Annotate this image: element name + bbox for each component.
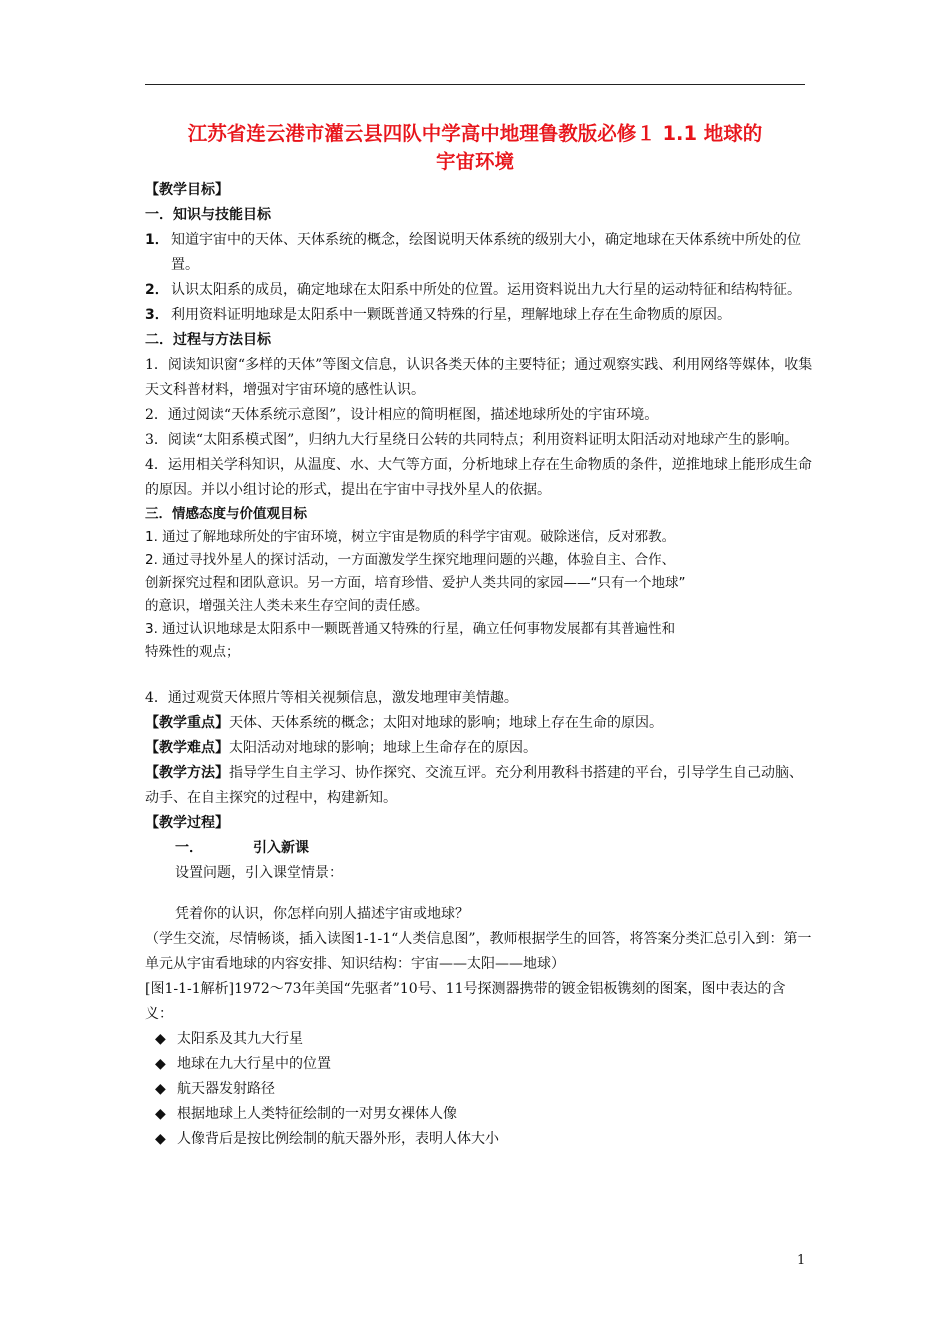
diamond-bullet-icon: ◆: [155, 1056, 166, 1072]
title-line-2: 宇宙环境: [435, 150, 514, 173]
diamond-bullet-icon: ◆: [155, 1031, 166, 1047]
teaching-methods-label: 【教学方法】: [145, 765, 229, 781]
bullet-text: 地球在九大行星中的位置: [177, 1056, 331, 1072]
title-line-1: 江苏省连云港市灌云县四队中学高中地理鲁教版必修１ 1.1 地球的: [187, 122, 763, 145]
document-title: [120, 120, 830, 176]
bullet-text: 航天器发射路径: [177, 1081, 275, 1097]
section-3-heading: 三．情感态度与价值观目标: [145, 506, 307, 522]
teaching-methods-text: 指导学生自主学习、协作探究、交流互评。充分利用教科书搭建的平台，引导学生自己动脑、动手、在自主探究的过程中，构建新知。: [145, 765, 803, 806]
item-text: 利用资料证明地球是太阳系中一颗既普通又特殊的行星，理解地球上存在生命物质的原因。: [171, 307, 731, 323]
item-number: 3．: [145, 307, 169, 323]
scanned-line: 1. 通过了解地球所处的宇宙环境，树立宇宙是物质的科学宇宙观。破除迷信，反对邪教。: [145, 529, 676, 545]
paragraph: 2．通过阅读“天体系统示意图”，设计相应的简明框图，描述地球所处的宇宙环境。: [145, 407, 659, 423]
list-item: [145, 303, 813, 328]
bullet-text: 人像背后是按比例绘制的航天器外形，表明人体大小: [177, 1131, 499, 1147]
diamond-bullet-icon: ◆: [155, 1081, 166, 1097]
item-text: 认识太阳系的成员，确定地球在太阳系中所处的位置。运用资料说出九大行星的运动特征和结构特征。: [171, 282, 801, 298]
spacer: [145, 886, 813, 902]
document-body: [145, 178, 813, 1152]
paragraph: [图1-1-1解析]1972～73年美国“先驱者”10号、11号探测器携带的镀金铝板镌刻的图案，图中表达的含义：: [145, 981, 786, 1022]
key-points-text: 天体、天体系统的概念；太阳对地球的影响；地球上存在生命的原因。: [229, 715, 663, 731]
diamond-bullet-icon: ◆: [155, 1106, 166, 1122]
page-number: 1: [797, 1253, 806, 1268]
scanned-line: 特殊性的观点；: [145, 644, 240, 660]
paragraph: 4．运用相关学科知识，从温度、水、大气等方面，分析地球上存在生命物质的条件，逆推地球上能形成生命的原因。并以小组讨论的形式，提出在宇宙中寻找外星人的依据。: [145, 457, 812, 498]
diamond-bullet-icon: ◆: [155, 1131, 166, 1147]
bullet-text: 太阳系及其九大行星: [177, 1031, 303, 1047]
scanned-section: [145, 503, 813, 664]
step-title: 引入新课: [253, 840, 309, 856]
teaching-process-heading: 【教学过程】: [145, 815, 229, 831]
item-number: 2．: [145, 282, 169, 298]
list-item: [145, 278, 813, 303]
paragraph: 3．阅读“太阳系模式图”，归纳九大行星绕日公转的共同特点；利用资料证明太阳活动对地球产生的影响。: [145, 432, 799, 448]
teaching-goals-heading: 【教学目标】: [145, 182, 229, 198]
key-points: [145, 711, 813, 736]
bullet-text: 根据地球上人类特征绘制的一对男女裸体人像: [177, 1106, 457, 1122]
scanned-line: 创新探究过程和团队意识。另一方面，培育珍惜、爱护人类共同的家园——“只有一个地球”: [145, 575, 686, 591]
step-1-heading: [145, 836, 813, 861]
section-1-heading: 一．知识与技能目标: [145, 207, 271, 223]
bullet-item: [145, 1102, 813, 1127]
step-number: 一．: [175, 840, 203, 856]
bullet-item: [145, 1127, 813, 1152]
paragraph: 4．通过观赏天体照片等相关视频信息，激发地理审美情趣。: [145, 690, 518, 706]
bullet-item: [145, 1077, 813, 1102]
scanned-line: 的意识，增强关注人类未来生存空间的责任感。: [145, 598, 429, 614]
difficult-points-text: 太阳活动对地球的影响；地球上生命存在的原因。: [229, 740, 537, 756]
scanned-line: 3. 通过认识地球是太阳系中一颗既普通又特殊的行星，确立任何事物发展都有其普遍性和: [145, 621, 676, 637]
paragraph: （学生交流，尽情畅谈，插入读图1-1-1“人类信息图”，教师根据学生的回答，将答案分类汇总引入到：第一单元从宇宙看地球的内容安排、知识结构：宇宙——太阳——地球）: [145, 931, 812, 972]
difficult-points-label: 【教学难点】: [145, 740, 229, 756]
list-item: [145, 228, 813, 278]
header-rule: [145, 84, 805, 85]
paragraph: 设置问题，引入课堂情景：: [175, 865, 343, 881]
spacer: [145, 664, 813, 686]
key-points-label: 【教学重点】: [145, 715, 229, 731]
paragraph: 1．阅读知识窗“多样的天体”等图文信息，认识各类天体的主要特征；通过观察实践、利用网络等媒体，收集天文科普材料，增强对宇宙环境的感性认识。: [145, 357, 813, 398]
bullet-item: [145, 1027, 813, 1052]
scanned-line: 2. 通过寻找外星人的探讨活动，一方面激发学生探究地理问题的兴趣，体验自主、合作、: [145, 552, 676, 568]
teaching-methods: [145, 761, 813, 811]
bullet-item: [145, 1052, 813, 1077]
difficult-points: [145, 736, 813, 761]
item-number: 1．: [145, 232, 169, 248]
item-text: 知道宇宙中的天体、天体系统的概念，绘图说明天体系统的级别大小，确定地球在天体系统中所处的位置。: [171, 232, 801, 273]
paragraph: 凭着你的认识，你怎样向别人描述宇宙或地球？: [175, 906, 469, 922]
section-2-heading: 二．过程与方法目标: [145, 332, 271, 348]
